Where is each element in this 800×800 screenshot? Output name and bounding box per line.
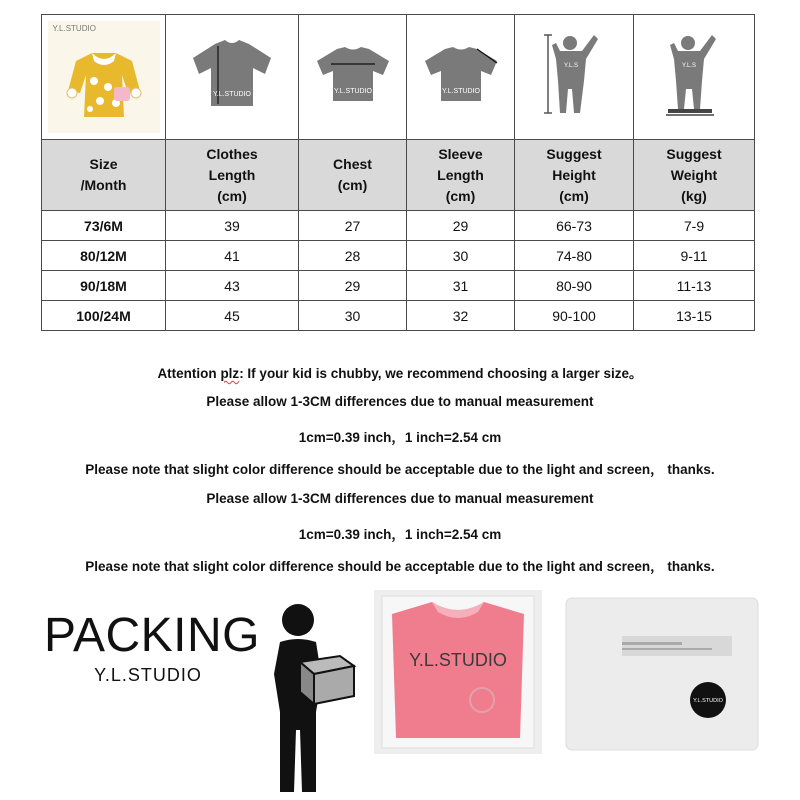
weight-icon-cell	[634, 15, 755, 140]
header-suggest-weight: Suggest Weight (kg)	[634, 140, 755, 211]
table-cell: 27	[299, 211, 407, 241]
svg-text:Y.L.STUDIO: Y.L.STUDIO	[333, 87, 372, 95]
measurement-note: Please allow 1-3CM differences due to manual measurement	[206, 491, 594, 506]
chest-icon-cell	[299, 15, 407, 140]
color-note: Please note that slight color difference should be acceptable due to the light and screen， thanks.	[85, 559, 715, 574]
product-thumbnail	[48, 21, 160, 133]
table-cell: 7-9	[634, 211, 755, 241]
svg-text:Y.L.STUDIO: Y.L.STUDIO	[693, 698, 723, 704]
illustration-row	[42, 15, 755, 140]
clothes-length-icon-cell	[166, 15, 299, 140]
kid-weight-icon	[664, 33, 724, 117]
table-cell: 66-73	[515, 211, 634, 241]
header-sleeve-length: Sleeve Length (cm)	[407, 140, 515, 211]
sleeve-length-shirt-icon	[421, 47, 501, 103]
packing-brand: Y.L.STUDIO	[94, 665, 202, 685]
table-cell: 74-80	[515, 241, 634, 271]
product-thumbnail-cell	[42, 15, 166, 140]
packing-title: PACKING	[44, 609, 260, 662]
size-cell: 100/24M	[42, 301, 166, 331]
conversion-note: 1cm=0.39 inch，1 inch=2.54 cm	[298, 430, 502, 445]
table-cell: 39	[166, 211, 299, 241]
size-cell: 90/18M	[42, 271, 166, 301]
attention-note: Attention plz: If your kid is chubby, we recommend choosing a larger size。	[157, 366, 643, 381]
measurement-note: Please allow 1-3CM differences due to manual measurement	[206, 394, 594, 409]
person-carrying-box-icon	[262, 600, 358, 796]
chest-shirt-icon	[313, 47, 393, 103]
size-cell: 73/6M	[42, 211, 166, 241]
svg-text:Y.L.S: Y.L.S	[682, 62, 696, 69]
table-row	[42, 271, 755, 301]
table-cell: 11-13	[634, 271, 755, 301]
table-cell: 31	[407, 271, 515, 301]
table-cell: 45	[166, 301, 299, 331]
table-cell: 28	[299, 241, 407, 271]
clothes-length-shirt-icon	[187, 40, 277, 110]
header-chest: Chest (cm)	[299, 140, 407, 211]
height-icon-cell	[515, 15, 634, 140]
table-cell: 43	[166, 271, 299, 301]
size-chart-table	[41, 14, 755, 331]
table-row	[42, 211, 755, 241]
table-cell: 30	[299, 301, 407, 331]
size-cell: 80/12M	[42, 241, 166, 271]
header-size: Size /Month	[42, 140, 166, 211]
table-row	[42, 241, 755, 271]
table-cell: 30	[407, 241, 515, 271]
yellow-dress-image	[48, 21, 160, 133]
table-cell: 29	[299, 271, 407, 301]
table-cell: 29	[407, 211, 515, 241]
table-cell: 13-15	[634, 301, 755, 331]
table-cell: 32	[407, 301, 515, 331]
clothes-in-clear-bag-photo	[372, 588, 544, 756]
svg-text:Y.L.STUDIO: Y.L.STUDIO	[213, 90, 251, 98]
table-cell: 80-90	[515, 271, 634, 301]
table-row	[42, 301, 755, 331]
conversion-note: 1cm=0.39 inch，1 inch=2.54 cm	[298, 527, 502, 542]
header-clothes-length: Clothes Length (cm)	[166, 140, 299, 211]
svg-text:Y.L.STUDIO: Y.L.STUDIO	[409, 650, 507, 670]
header-suggest-height: Suggest Height (cm)	[515, 140, 634, 211]
table-cell: 9-11	[634, 241, 755, 271]
table-cell: 41	[166, 241, 299, 271]
table-cell: 90-100	[515, 301, 634, 331]
thumbnail-brand: Y.L.STUDIO	[52, 24, 96, 33]
color-note: Please note that slight color difference should be acceptable due to the light and screen， thanks.	[85, 462, 715, 477]
table-header-row	[42, 140, 755, 211]
sleeve-length-icon-cell	[407, 15, 515, 140]
kid-height-icon	[544, 33, 604, 117]
svg-text:Y.L.STUDIO: Y.L.STUDIO	[441, 87, 480, 95]
svg-text:Y.L.S: Y.L.S	[564, 62, 578, 69]
mailer-envelope-photo	[562, 594, 762, 754]
